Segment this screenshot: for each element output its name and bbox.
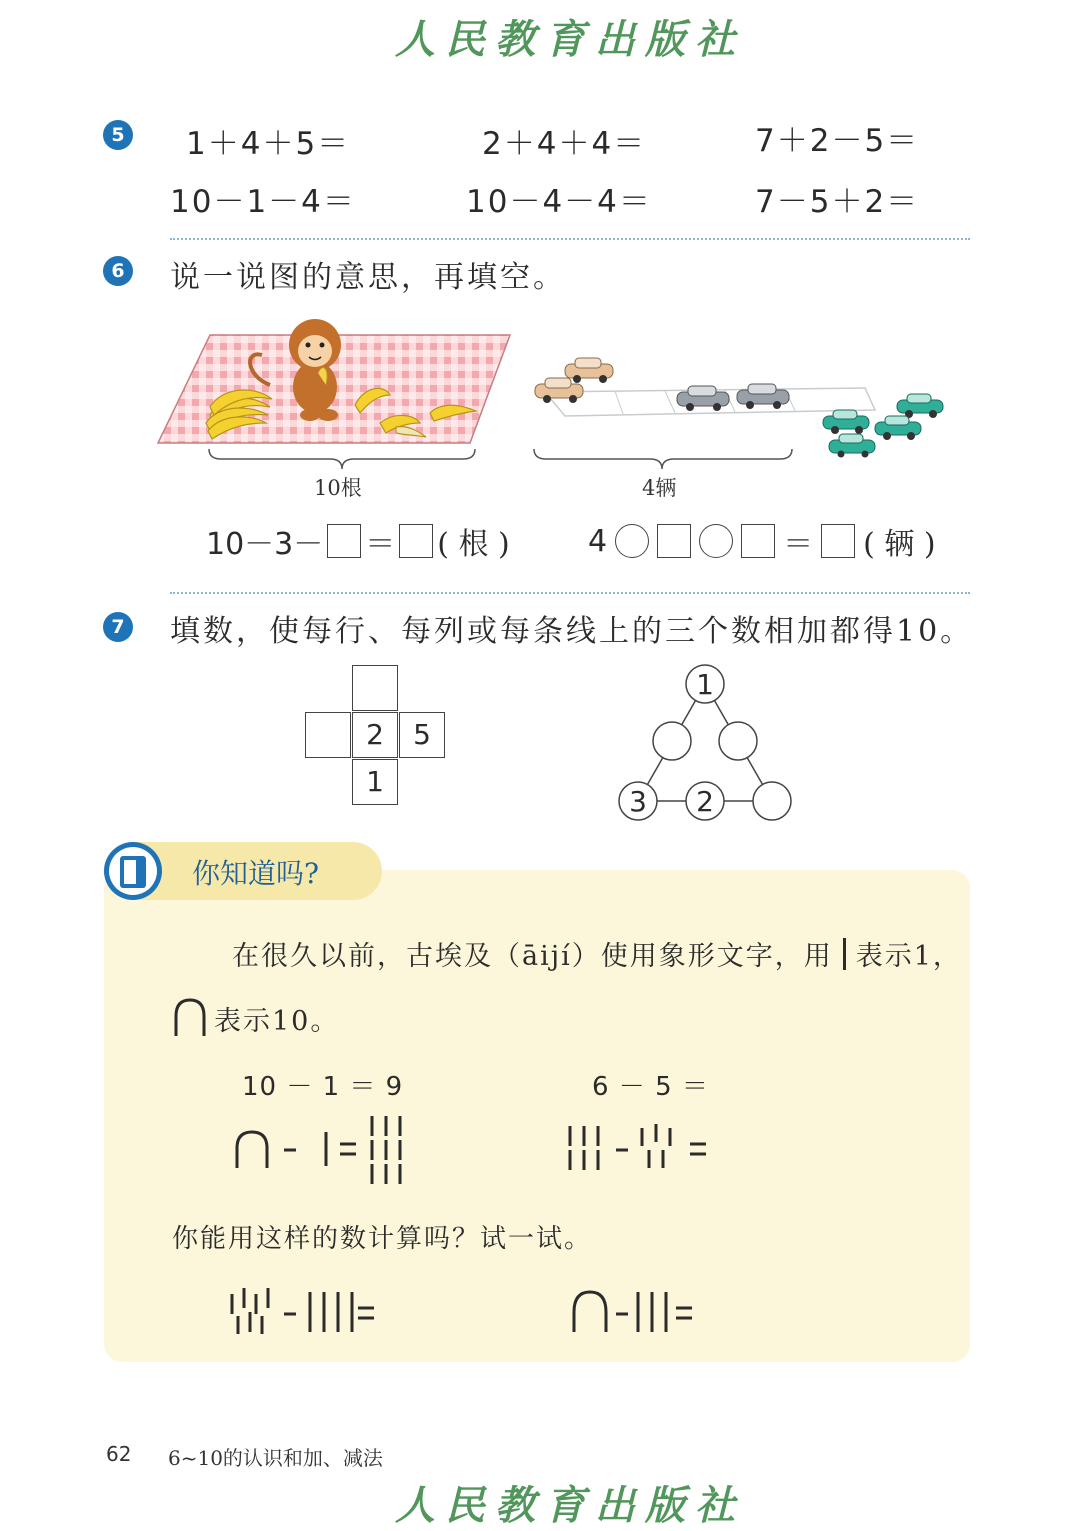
cars-illustration [525,350,965,460]
car-teal-4 [829,434,875,458]
publisher-header: 人民教育出版社 [395,16,745,63]
cross-cell-top[interactable] [352,665,398,711]
brace-left [205,447,480,472]
hieroglyph-example-2 [562,1122,722,1178]
brace-label-left: 10根 [314,476,362,500]
glyph-one-stroke [843,938,846,970]
know-paragraph-1 [232,934,962,973]
question-5-badge: 5 [103,120,133,150]
equals-sign: ＝ [365,527,396,562]
car-beige-1 [565,358,613,383]
q5-eq-5: 10－4－4＝ [466,184,652,220]
triangle-node-bottom-right [753,782,791,820]
triangle-node-mid-right [719,722,757,760]
divider [170,238,970,240]
publisher-footer: 人民教育出版社 [395,1482,745,1529]
unit-label: ( 根 ) [437,527,510,562]
cross-cell-right: 5 [399,712,445,758]
page-number: 62 [106,1442,132,1466]
divider [170,592,970,594]
q6-left-equation [206,519,510,563]
car-teal-1 [897,394,943,418]
operator-circle[interactable] [615,524,649,558]
glyph-ten-arch [172,998,208,1038]
hieroglyph-practice-1[interactable] [226,1286,386,1342]
car-teal-3 [875,416,921,440]
q5-eq-2: 2＋4＋4＝ [482,126,647,162]
equals-sign: ＝ [783,527,814,562]
know-para2-text: 表示10。 [214,1005,340,1037]
try-it-prompt: 你能用这样的数计算吗？试一试。 [172,1224,593,1254]
answer-box[interactable] [657,524,691,558]
cross-cell-left[interactable] [305,712,351,758]
answer-box[interactable] [821,524,855,558]
did-you-know-title: 你知道吗? [192,857,320,890]
q6-right-equation [588,519,936,563]
triangle-bottom-mid-value: 2 [696,785,714,818]
q6-left-expr: 10－3－ [206,527,324,562]
q5-eq-6: 7－5＋2＝ [755,184,920,220]
know-para1-end: 表示1， [855,941,962,972]
example-2-numeric: 6 － 5 ＝ [592,1072,709,1102]
triangle-top-value: 1 [696,668,714,701]
hieroglyph-example-1 [232,1110,412,1190]
car-teal-2 [823,410,869,434]
triangle-node-mid-left [653,722,691,760]
chapter-title: 6~10的认识和加、减法 [168,1446,383,1470]
know-para1-text: 在很久以前，古埃及（āijí）使用象形文字，用 [232,941,833,972]
hieroglyph-practice-2[interactable] [568,1286,708,1342]
unit-label: ( 辆 ) [863,527,936,562]
question-6-badge: 6 [103,256,133,286]
car-grey-2 [737,384,789,409]
answer-box[interactable] [741,524,775,558]
q6-right-expr: 4 [588,523,608,559]
cross-grid [305,665,450,807]
q5-eq-4: 10－1－4＝ [170,184,356,220]
operator-circle[interactable] [699,524,733,558]
know-paragraph-2 [172,998,339,1038]
q7-prompt: 填数，使每行、每列或每条线上的三个数相加都得10。 [170,614,974,649]
question-7-badge: 7 [103,612,133,642]
cross-cell-bottom: 1 [352,759,398,805]
book-icon [102,840,164,902]
example-1-numeric: 10 － 1 ＝ 9 [242,1072,404,1102]
cross-cell-center: 2 [352,712,398,758]
triangle-bottom-left-value: 3 [629,785,647,818]
q6-prompt: 说一说图的意思，再填空。 [170,260,566,295]
brace-right [530,447,800,472]
answer-box[interactable] [399,524,433,558]
number-triangle [612,660,802,830]
answer-box[interactable] [327,524,361,558]
q5-eq-3: 7＋2－5＝ [755,123,920,159]
q5-eq-1: 1＋4＋5＝ [186,126,351,162]
brace-label-right: 4辆 [642,476,677,500]
